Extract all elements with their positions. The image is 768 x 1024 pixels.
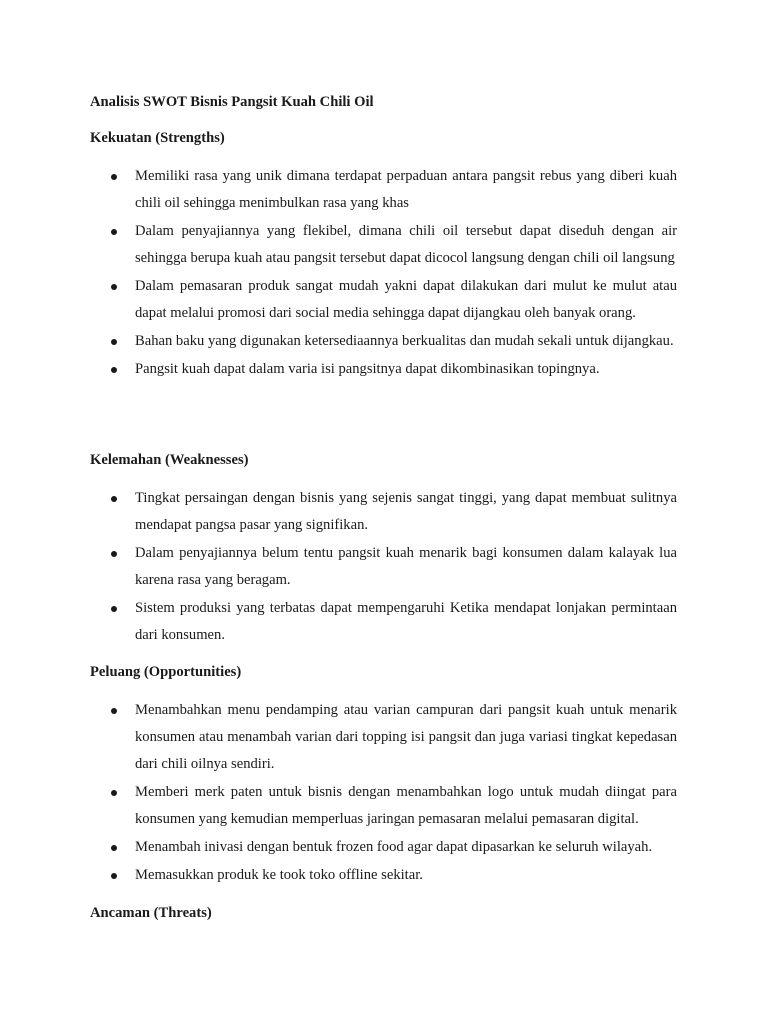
section-opportunities bbox=[90, 662, 690, 883]
list-item-text: Dalam penyajiannya belum tentu pangsit kuah menarik bagi konsumen dalam kalayak lua karena rasa yang beragam. bbox=[135, 545, 677, 588]
bullet-icon bbox=[111, 845, 117, 851]
list-item-text: Memberi merk paten untuk bisnis dengan menambahkan logo untuk mudah diingat para konsumen yang kemudian memperluas jaringan pemasaran melalui pemasaran digital. bbox=[135, 784, 677, 827]
list-item bbox=[135, 328, 677, 355]
bullet-icon bbox=[111, 284, 117, 290]
section-threats bbox=[90, 903, 690, 923]
list-item-text: Memiliki rasa yang unik dimana terdapat perpaduan antara pangsit rebus yang diberi kuah chili oil sehingga menimbulkan rasa yang khas bbox=[135, 168, 677, 211]
list-item bbox=[135, 779, 677, 833]
list-item bbox=[135, 697, 677, 778]
list-item bbox=[135, 862, 677, 889]
list-item bbox=[135, 485, 677, 539]
bullet-icon bbox=[111, 551, 117, 557]
list-item-text: Bahan baku yang digunakan ketersediaannya berkualitas dan mudah sekali untuk dijangkau. bbox=[135, 333, 674, 349]
list-item-text: Menambahkan menu pendamping atau varian campuran dari pangsit kuah untuk menarik konsumen atau menambah varian dari topping isi pangsit dan juga variasi tingkat kepedasan dari chili oilnya sendiri. bbox=[135, 702, 677, 772]
list-item-text: Dalam pemasaran produk sangat mudah yakni dapat dilakukan dari mulut ke mulut atau dapat melalui promosi dari social media sehingga dapat dijangkau oleh banyak orang. bbox=[135, 278, 677, 321]
list-item-text: Sistem produksi yang terbatas dapat mempengaruhi Ketika mendapat lonjakan permintaan dari konsumen. bbox=[135, 600, 677, 643]
bullet-icon bbox=[111, 606, 117, 612]
document-title: Analisis SWOT Bisnis Pangsit Kuah Chili Oil bbox=[90, 94, 374, 110]
section-heading: Kelemahan (Weaknesses) bbox=[90, 452, 249, 468]
bullet-list bbox=[135, 697, 677, 890]
section-heading: Kekuatan (Strengths) bbox=[90, 130, 225, 146]
list-item-text: Dalam penyajiannya yang flekibel, dimana chili oil tersebut dapat diseduh dengan air sehingga berupa kuah atau pangsit tersebut dapat dicocol langsung dengan chili oil langsung bbox=[135, 223, 677, 266]
list-item bbox=[135, 595, 677, 649]
list-item bbox=[135, 540, 677, 594]
list-item bbox=[135, 218, 677, 272]
list-item bbox=[135, 356, 677, 383]
bullet-icon bbox=[111, 367, 117, 373]
bullet-icon bbox=[111, 496, 117, 502]
bullet-list bbox=[135, 485, 677, 650]
bullet-icon bbox=[111, 229, 117, 235]
list-item-text: Pangsit kuah dapat dalam varia isi pangsitnya dapat dikombinasikan topingnya. bbox=[135, 361, 600, 377]
list-item bbox=[135, 273, 677, 327]
list-item-text: Memasukkan produk ke took toko offline sekitar. bbox=[135, 867, 423, 883]
bullet-list bbox=[135, 163, 677, 384]
bullet-icon bbox=[111, 790, 117, 796]
list-item-text: Tingkat persaingan dengan bisnis yang sejenis sangat tinggi, yang dapat membuat sulitnya mendapat pangsa pasar yang signifikan. bbox=[135, 490, 677, 533]
list-item-text: Menambah inivasi dengan bentuk frozen food agar dapat dipasarkan ke seluruh wilayah. bbox=[135, 839, 653, 855]
section-heading: Peluang (Opportunities) bbox=[90, 664, 242, 680]
bullet-icon bbox=[111, 708, 117, 714]
list-item bbox=[135, 163, 677, 217]
section-heading: Ancaman (Threats) bbox=[90, 905, 212, 921]
section-strengths bbox=[90, 128, 690, 377]
bullet-icon bbox=[111, 873, 117, 879]
bullet-icon bbox=[111, 174, 117, 180]
section-weaknesses bbox=[90, 450, 690, 643]
list-item bbox=[135, 834, 677, 861]
bullet-icon bbox=[111, 339, 117, 345]
